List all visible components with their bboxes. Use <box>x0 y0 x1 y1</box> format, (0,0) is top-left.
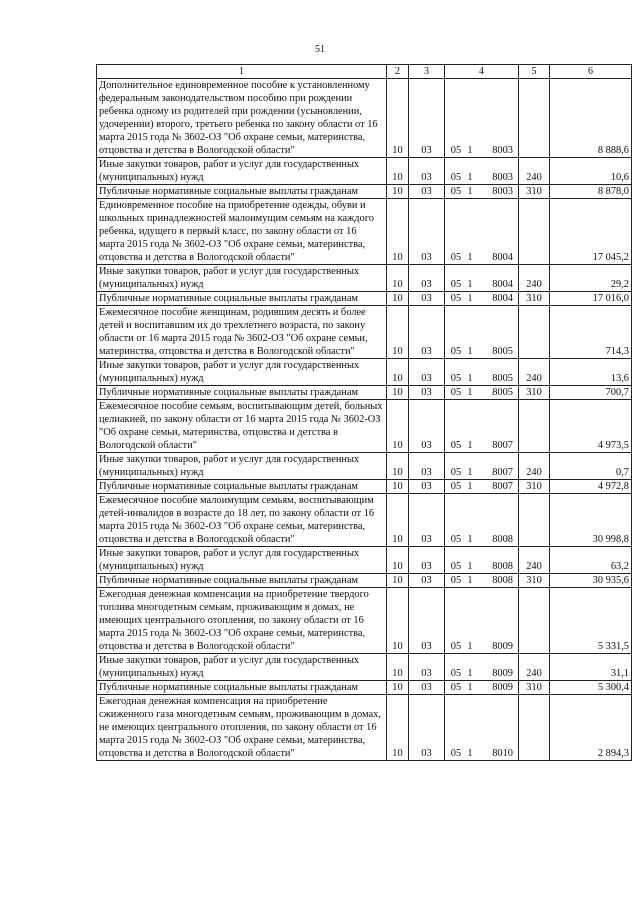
row-section: 10 <box>387 400 409 453</box>
row-target-article <box>445 681 519 695</box>
row-target-article <box>445 265 519 292</box>
row-target-article <box>445 588 519 654</box>
row-subsection: 03 <box>409 453 445 480</box>
target-subprogram: 1 <box>467 561 473 572</box>
row-expense-type: 310 <box>519 480 550 494</box>
row-amount: 10,6 <box>550 158 632 185</box>
target-code: 8009 <box>492 668 513 679</box>
row-subsection: 03 <box>409 265 445 292</box>
row-target-article <box>445 654 519 681</box>
row-subsection: 03 <box>409 681 445 695</box>
table-row <box>97 494 632 547</box>
row-expense-type: 240 <box>519 654 550 681</box>
target-subprogram: 1 <box>467 186 473 197</box>
row-amount: 5 331,5 <box>550 588 632 654</box>
target-subprogram: 1 <box>467 373 473 384</box>
target-program: 05 <box>450 252 462 263</box>
table-row <box>97 359 632 386</box>
row-amount: 4 973,5 <box>550 400 632 453</box>
row-description: Иные закупки товаров, работ и услуг для государственных (муниципальных) нужд <box>97 158 387 185</box>
table-row <box>97 185 632 199</box>
target-program: 05 <box>450 481 462 492</box>
row-subsection: 03 <box>409 654 445 681</box>
target-subprogram: 1 <box>467 575 473 586</box>
row-expense-type <box>519 588 550 654</box>
row-expense-type: 310 <box>519 292 550 306</box>
row-target-article <box>445 185 519 199</box>
col-header-5: 5 <box>519 65 550 79</box>
row-description: Ежегодная денежная компенсация на приобретение твердого топлива многодетным семьям, проживающим в домах, не имеющих центрального отопления, по закону области от 16 марта 2015 года № 3602-ОЗ "Об охране семьи, материнства, отцовства и детства в Вологодской области" <box>97 588 387 654</box>
row-expense-type <box>519 306 550 359</box>
row-target-article <box>445 480 519 494</box>
target-subprogram: 1 <box>467 440 473 451</box>
row-subsection: 03 <box>409 480 445 494</box>
target-subprogram: 1 <box>467 252 473 263</box>
row-expense-type: 240 <box>519 359 550 386</box>
row-target-article <box>445 400 519 453</box>
row-amount: 700,7 <box>550 386 632 400</box>
target-code: 8003 <box>492 145 513 156</box>
table-row <box>97 265 632 292</box>
row-section: 10 <box>387 265 409 292</box>
target-subprogram: 1 <box>467 387 473 398</box>
row-section: 10 <box>387 185 409 199</box>
target-code: 8008 <box>492 575 513 586</box>
target-program: 05 <box>450 467 462 478</box>
row-target-article <box>445 494 519 547</box>
row-expense-type: 240 <box>519 158 550 185</box>
target-code: 8003 <box>492 172 513 183</box>
target-subprogram: 1 <box>467 534 473 545</box>
row-expense-type <box>519 494 550 547</box>
row-expense-type <box>519 695 550 761</box>
row-section: 10 <box>387 199 409 265</box>
table-row <box>97 547 632 574</box>
target-program: 05 <box>450 668 462 679</box>
target-program: 05 <box>450 440 462 451</box>
target-subprogram: 1 <box>467 293 473 304</box>
table-row <box>97 158 632 185</box>
target-program: 05 <box>450 641 462 652</box>
row-expense-type: 310 <box>519 681 550 695</box>
target-subprogram: 1 <box>467 467 473 478</box>
col-header-3: 3 <box>409 65 445 79</box>
row-subsection: 03 <box>409 199 445 265</box>
row-description: Ежемесячное пособие малоимущим семьям, воспитывающим детей-инвалидов в возрасте до 18 лет, по закону области от 16 марта 2015 года № 3602-ОЗ "Об охране семьи, материнства, отцовства и детства в Вологодской области" <box>97 494 387 547</box>
target-subprogram: 1 <box>467 346 473 357</box>
row-description: Публичные нормативные социальные выплаты гражданам <box>97 681 387 695</box>
target-code: 8005 <box>492 387 513 398</box>
target-code: 8007 <box>492 467 513 478</box>
col-header-2: 2 <box>387 65 409 79</box>
row-amount: 17 045,2 <box>550 199 632 265</box>
row-section: 10 <box>387 494 409 547</box>
row-amount: 30 935,6 <box>550 574 632 588</box>
target-program: 05 <box>450 145 462 156</box>
target-program: 05 <box>450 373 462 384</box>
row-amount: 17 016,0 <box>550 292 632 306</box>
page-number: 51 <box>315 44 325 55</box>
target-subprogram: 1 <box>467 748 473 759</box>
row-section: 10 <box>387 386 409 400</box>
table-row <box>97 292 632 306</box>
row-subsection: 03 <box>409 494 445 547</box>
target-subprogram: 1 <box>467 668 473 679</box>
row-section: 10 <box>387 588 409 654</box>
target-program: 05 <box>450 575 462 586</box>
row-target-article <box>445 199 519 265</box>
row-expense-type: 240 <box>519 547 550 574</box>
target-code: 8009 <box>492 682 513 693</box>
row-target-article <box>445 359 519 386</box>
row-section: 10 <box>387 681 409 695</box>
row-target-article <box>445 695 519 761</box>
row-description: Ежемесячное пособие женщинам, родившим десять и более детей и воспитавшим их до трехлетнего возраста, по закону области от 16 марта 2015 года № 3602-ОЗ "Об охране семьи, материнства, отцовства и детства в Вологодской области" <box>97 306 387 359</box>
target-subprogram: 1 <box>467 279 473 290</box>
row-subsection: 03 <box>409 588 445 654</box>
target-subprogram: 1 <box>467 682 473 693</box>
target-code: 8004 <box>492 279 513 290</box>
row-section: 10 <box>387 695 409 761</box>
row-subsection: 03 <box>409 79 445 158</box>
row-description: Иные закупки товаров, работ и услуг для государственных (муниципальных) нужд <box>97 453 387 480</box>
row-amount: 63,2 <box>550 547 632 574</box>
row-subsection: 03 <box>409 386 445 400</box>
row-description: Иные закупки товаров, работ и услуг для государственных (муниципальных) нужд <box>97 265 387 292</box>
target-subprogram: 1 <box>467 641 473 652</box>
row-description: Ежегодная денежная компенсация на приобретение сжиженного газа многодетным семьям, проживающим в домах, не имеющих центрального отопления, по закону области от 16 марта 2015 года № 3602-ОЗ "Об охране семьи, материнства, отцовства и детства в Вологодской области" <box>97 695 387 761</box>
row-amount: 714,3 <box>550 306 632 359</box>
row-section: 10 <box>387 453 409 480</box>
header-row <box>97 65 632 79</box>
target-program: 05 <box>450 293 462 304</box>
target-code: 8008 <box>492 561 513 572</box>
target-subprogram: 1 <box>467 481 473 492</box>
target-code: 8004 <box>492 293 513 304</box>
row-expense-type: 310 <box>519 574 550 588</box>
row-subsection: 03 <box>409 359 445 386</box>
row-expense-type: 310 <box>519 185 550 199</box>
target-program: 05 <box>450 172 462 183</box>
table-row <box>97 654 632 681</box>
row-amount: 13,6 <box>550 359 632 386</box>
row-subsection: 03 <box>409 547 445 574</box>
target-code: 8010 <box>492 748 513 759</box>
target-program: 05 <box>450 186 462 197</box>
row-amount: 5 300,4 <box>550 681 632 695</box>
row-section: 10 <box>387 292 409 306</box>
row-section: 10 <box>387 158 409 185</box>
target-program: 05 <box>450 279 462 290</box>
row-target-article <box>445 453 519 480</box>
row-section: 10 <box>387 79 409 158</box>
row-expense-type <box>519 400 550 453</box>
col-header-1: 1 <box>97 65 387 79</box>
target-code: 8007 <box>492 481 513 492</box>
table-body <box>97 79 632 761</box>
row-subsection: 03 <box>409 306 445 359</box>
row-target-article <box>445 386 519 400</box>
row-description: Ежемесячное пособие семьям, воспитывающим детей, больных целиакией, по закону области от 16 марта 2015 года № 3602-ОЗ "Об охране семьи, материнства, отцовства и детства в Вологодской области" <box>97 400 387 453</box>
row-subsection: 03 <box>409 292 445 306</box>
row-expense-type <box>519 199 550 265</box>
target-subprogram: 1 <box>467 145 473 156</box>
row-subsection: 03 <box>409 695 445 761</box>
row-target-article <box>445 292 519 306</box>
row-amount: 4 972,8 <box>550 480 632 494</box>
row-subsection: 03 <box>409 185 445 199</box>
row-expense-type: 310 <box>519 386 550 400</box>
row-description: Единовременное пособие на приобретение одежды, обуви и школьных принадлежностей малоимущим семьям на каждого ребенка, идущего в первый класс, по закону области от 16 марта 2015 года № 3602-ОЗ "Об охране семьи, материнства, отцовства и детства в Вологодской области" <box>97 199 387 265</box>
row-section: 10 <box>387 359 409 386</box>
target-program: 05 <box>450 346 462 357</box>
table-row <box>97 588 632 654</box>
row-amount: 29,2 <box>550 265 632 292</box>
col-header-6: 6 <box>550 65 632 79</box>
row-amount: 30 998,8 <box>550 494 632 547</box>
target-subprogram: 1 <box>467 172 473 183</box>
row-section: 10 <box>387 306 409 359</box>
row-description: Иные закупки товаров, работ и услуг для государственных (муниципальных) нужд <box>97 654 387 681</box>
row-expense-type: 240 <box>519 265 550 292</box>
table-row <box>97 453 632 480</box>
row-target-article <box>445 574 519 588</box>
table-row <box>97 480 632 494</box>
row-subsection: 03 <box>409 158 445 185</box>
target-program: 05 <box>450 748 462 759</box>
target-code: 8009 <box>492 641 513 652</box>
row-amount: 31,1 <box>550 654 632 681</box>
row-description: Дополнительное единовременное пособие к установленному федеральным законодательством пособию при рождении ребенка одному из родителей при рождении (усыновлении, удочерении) второго, третьего ребенка по закону области от 16 марта 2015 года № 3602-ОЗ "Об охране семьи, материнства, отцовства и детства в Вологодской области" <box>97 79 387 158</box>
target-code: 8005 <box>492 373 513 384</box>
target-code: 8003 <box>492 186 513 197</box>
table-row <box>97 695 632 761</box>
row-target-article <box>445 158 519 185</box>
row-expense-type <box>519 79 550 158</box>
row-description: Публичные нормативные социальные выплаты гражданам <box>97 386 387 400</box>
row-subsection: 03 <box>409 574 445 588</box>
target-program: 05 <box>450 387 462 398</box>
row-amount: 8 878,0 <box>550 185 632 199</box>
row-description: Публичные нормативные социальные выплаты гражданам <box>97 292 387 306</box>
table-row <box>97 79 632 158</box>
row-description: Публичные нормативные социальные выплаты гражданам <box>97 185 387 199</box>
row-target-article <box>445 547 519 574</box>
table-row <box>97 386 632 400</box>
row-subsection: 03 <box>409 400 445 453</box>
target-program: 05 <box>450 682 462 693</box>
row-amount: 0,7 <box>550 453 632 480</box>
table-row <box>97 681 632 695</box>
target-code: 8005 <box>492 346 513 357</box>
row-target-article <box>445 79 519 158</box>
target-program: 05 <box>450 561 462 572</box>
table-row <box>97 400 632 453</box>
table-row <box>97 199 632 265</box>
budget-table <box>96 64 632 761</box>
target-code: 8004 <box>492 252 513 263</box>
row-amount: 2 894,3 <box>550 695 632 761</box>
row-description: Иные закупки товаров, работ и услуг для государственных (муниципальных) нужд <box>97 359 387 386</box>
table-row <box>97 574 632 588</box>
target-code: 8008 <box>492 534 513 545</box>
row-description: Публичные нормативные социальные выплаты гражданам <box>97 480 387 494</box>
row-expense-type: 240 <box>519 453 550 480</box>
row-amount: 8 888,6 <box>550 79 632 158</box>
row-section: 10 <box>387 574 409 588</box>
col-header-4: 4 <box>445 65 519 79</box>
row-description: Иные закупки товаров, работ и услуг для государственных (муниципальных) нужд <box>97 547 387 574</box>
row-section: 10 <box>387 654 409 681</box>
row-section: 10 <box>387 480 409 494</box>
target-code: 8007 <box>492 440 513 451</box>
table-row <box>97 306 632 359</box>
row-section: 10 <box>387 547 409 574</box>
row-description: Публичные нормативные социальные выплаты гражданам <box>97 574 387 588</box>
target-program: 05 <box>450 534 462 545</box>
row-target-article <box>445 306 519 359</box>
